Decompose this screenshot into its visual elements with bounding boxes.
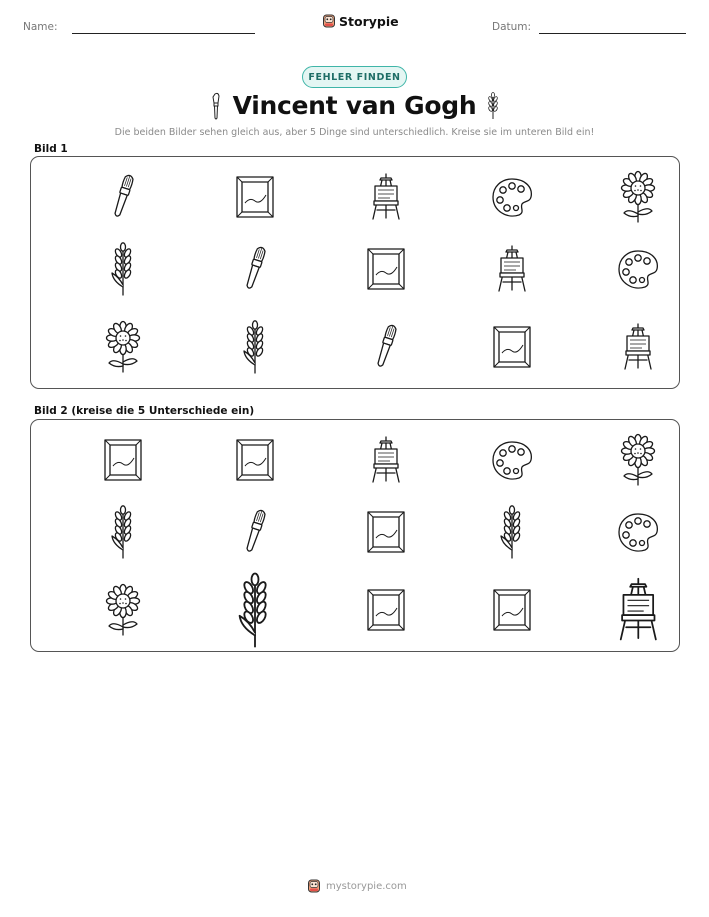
picture-2-frame[interactable] — [30, 419, 680, 652]
canvas-icon — [101, 436, 145, 484]
brand-name: Storypie — [339, 13, 399, 29]
palette-icon — [615, 510, 661, 554]
picture-2-cell-1-1[interactable] — [101, 436, 145, 484]
picture-1-cell-2-2 — [238, 243, 272, 295]
instructions-text: Die beiden Bilder sehen gleich aus, aber 5 Dinge sind unterschiedlich. Kreise sie im unteren Bild ein! — [114, 127, 595, 138]
canvas-icon — [364, 508, 408, 556]
date-line[interactable] — [539, 33, 686, 34]
page-title: Vincent van Gogh — [232, 91, 477, 120]
picture-2-cell-1-3[interactable] — [368, 435, 404, 485]
date-label: Datum: — [492, 21, 532, 33]
wheat-icon — [497, 504, 527, 560]
brand-logo — [322, 13, 399, 29]
picture-2-cell-3-1[interactable] — [104, 583, 142, 637]
brush-icon — [369, 321, 403, 373]
canvas-icon — [490, 586, 534, 634]
brush-icon — [238, 243, 272, 295]
picture-1-cell-1-1 — [106, 171, 140, 223]
picture-1-cell-3-1 — [104, 320, 142, 374]
picture-2-cell-3-2[interactable] — [234, 571, 276, 649]
picture-1-cell-3-5 — [620, 322, 656, 372]
canvas-icon — [233, 436, 277, 484]
footer — [307, 878, 407, 894]
mascot-icon — [307, 878, 321, 894]
canvas-icon — [490, 323, 534, 371]
palette-icon — [615, 247, 661, 291]
picture-2-cell-2-5[interactable] — [615, 510, 661, 554]
picture-1-cell-1-3 — [368, 172, 404, 222]
picture-2-cell-3-4[interactable] — [490, 586, 534, 634]
easel-icon — [368, 172, 404, 222]
picture-2-cell-2-4[interactable] — [497, 504, 527, 560]
picture-2-label: Bild 2 (kreise die 5 Unterschiede ein) — [34, 405, 255, 417]
sunflower-icon — [619, 170, 657, 224]
wheat-icon — [108, 241, 138, 297]
picture-2-cell-2-1[interactable] — [108, 504, 138, 560]
brush-icon — [238, 506, 272, 558]
wheat-icon — [240, 319, 270, 375]
canvas-icon — [233, 173, 277, 221]
name-line[interactable] — [72, 33, 255, 34]
footer-url: mystorypie.com — [326, 880, 407, 892]
mascot-icon — [322, 13, 336, 29]
brush-icon — [106, 171, 140, 223]
picture-2-cell-1-4[interactable] — [489, 438, 535, 482]
picture-2-cell-1-5[interactable] — [619, 433, 657, 487]
canvas-icon — [364, 586, 408, 634]
category-badge: FEHLER FINDEN — [302, 66, 407, 88]
palette-icon — [489, 175, 535, 219]
picture-1-cell-1-5 — [619, 170, 657, 224]
picture-2-cell-2-3[interactable] — [364, 508, 408, 556]
sunflower-icon — [104, 583, 142, 637]
wheat-icon — [108, 504, 138, 560]
picture-1-cell-2-5 — [615, 247, 661, 291]
wheat-icon — [234, 571, 276, 649]
picture-1-frame — [30, 156, 680, 389]
picture-2-cell-1-2[interactable] — [233, 436, 277, 484]
picture-1-label: Bild 1 — [34, 143, 68, 155]
picture-1-cell-2-4 — [494, 244, 530, 294]
name-label: Name: — [23, 21, 58, 33]
easel-icon — [494, 244, 530, 294]
picture-2-cell-3-3[interactable] — [364, 586, 408, 634]
picture-1-cell-1-2 — [233, 173, 277, 221]
picture-1-cell-3-3 — [369, 321, 403, 373]
picture-1-cell-2-1 — [108, 241, 138, 297]
wheat-icon — [485, 91, 501, 121]
picture-1-cell-3-2 — [240, 319, 270, 375]
canvas-icon — [364, 245, 408, 293]
easel-icon — [368, 435, 404, 485]
picture-1-cell-3-4 — [490, 323, 534, 371]
picture-1-cell-2-3 — [364, 245, 408, 293]
picture-2-cell-3-5[interactable] — [614, 576, 663, 644]
easel-icon — [614, 576, 663, 644]
sunflower-icon — [104, 320, 142, 374]
easel-icon — [620, 322, 656, 372]
sunflower-icon — [619, 433, 657, 487]
palette-icon — [489, 438, 535, 482]
picture-1-cell-1-4 — [489, 175, 535, 219]
picture-2-cell-2-2[interactable] — [238, 506, 272, 558]
